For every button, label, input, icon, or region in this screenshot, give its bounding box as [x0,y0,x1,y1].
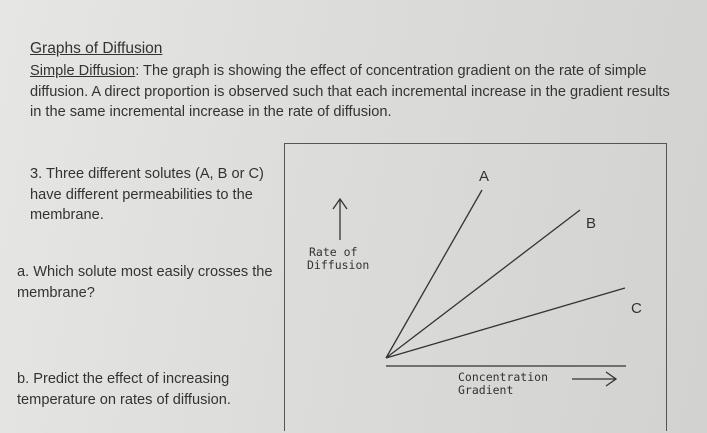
line-b [386,210,580,358]
line-label-b: B [586,215,597,232]
question-a: a. Which solute most easily crosses the membrane? [17,264,273,301]
line-label-a: A [479,168,490,185]
line-label-c: C [631,300,642,317]
question-3: 3. Three different solutes (A, B or C) have different permeabilities to the membrane. [30,166,264,223]
intro-term: Simple Diffusion [30,63,136,79]
intro-text: : The graph is showing the effect of concentration gradient on the rate of simple diffusion. A direct proportion is observed such that each incremental increase in the gradient results in the same incremental increase in the rate of diffusion. [30,63,670,120]
x-axis-label-line2: Gradient [458,383,514,397]
x-axis-label-line1: Concentration [458,370,549,384]
y-axis-arrow-icon [333,199,347,240]
y-axis-label-line1: Rate of [309,245,358,259]
x-axis-arrow-icon [572,372,616,386]
page-title: Graphs of Diffusion [30,40,163,57]
question-b: b. Predict the effect of increasing temperature on rates of diffusion. [17,371,231,408]
line-c [386,288,625,358]
line-a [386,190,482,358]
y-axis-label-line2: Diffusion [307,258,370,272]
